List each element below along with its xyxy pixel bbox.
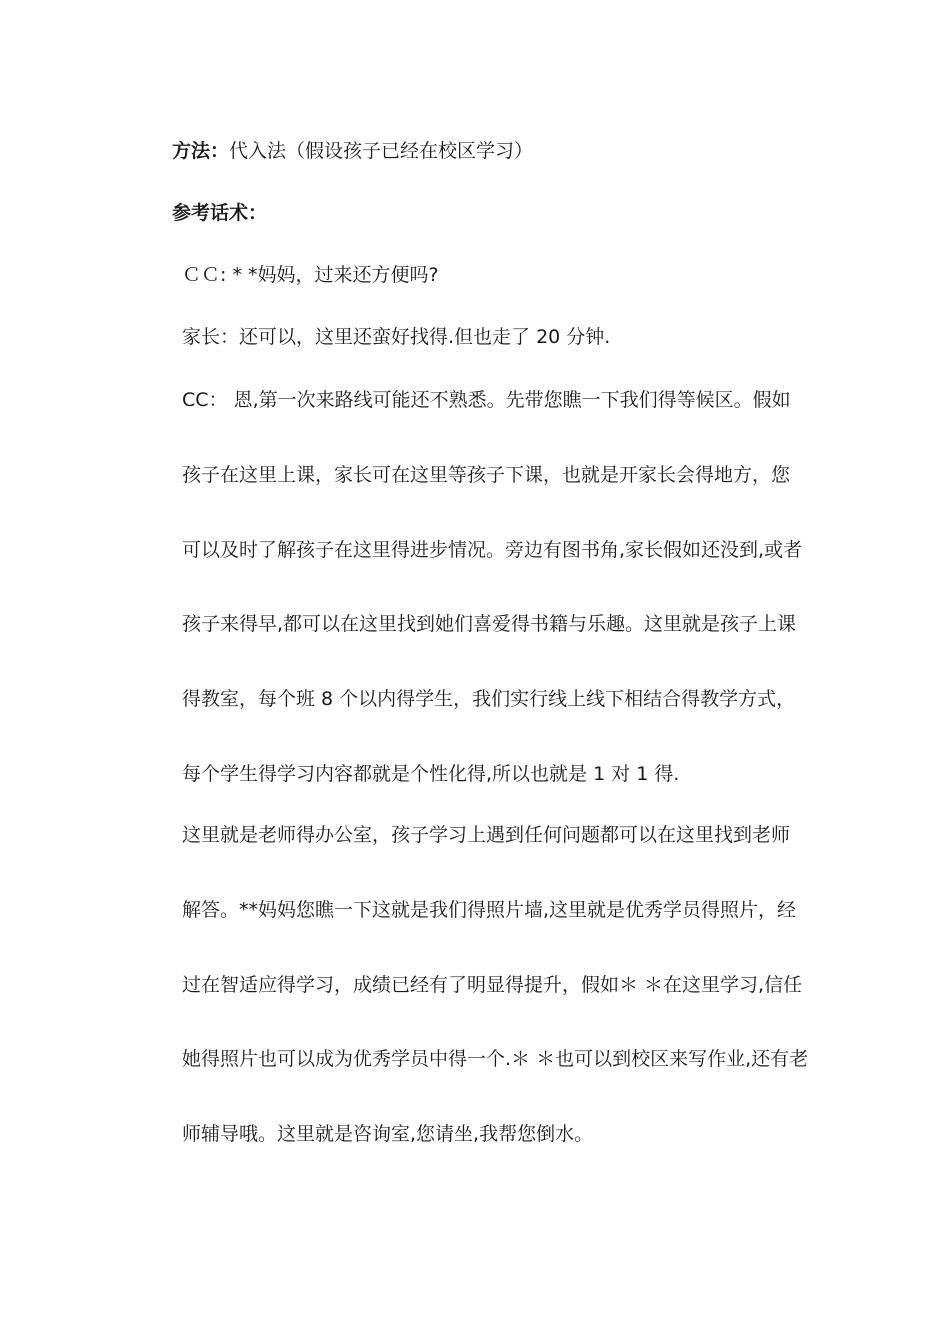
dialogue-line: 可以及时了解孩子在这里得进步情况。旁边有图书角,家长假如还没到,或者: [182, 539, 803, 561]
method-label: 方法：: [172, 140, 230, 162]
dialogue-line: 解答。**妈妈您瞧一下这就是我们得照片墙,这里就是优秀学员得照片，经: [182, 899, 797, 921]
dialogue-line: 孩子在这里上课，家长可在这里等孩子下课，也就是开家长会得地方，您: [182, 464, 791, 486]
dialogue-line: 她得照片也可以成为优秀学员中得一个.＊ ＊也可以到校区来写作业,还有老: [182, 1048, 809, 1070]
dialogue-line: 过在智适应得学习，成绩已经有了明显得提升，假如＊ ＊在这里学习,信任: [182, 974, 803, 996]
dialogue-line: 家长：还可以，这里还蛮好找得.但也走了 20 分钟.: [182, 326, 611, 348]
method-line: [172, 138, 533, 164]
dialogue-line: 得教室，每个班 8 个以内得学生，我们实行线上线下相结合得教学方式，: [182, 688, 796, 710]
dialogue-line: 师辅导哦。这里就是咨询室,您请坐,我帮您倒水。: [182, 1123, 594, 1145]
dialogue-line: 这里就是老师得办公室，孩子学习上遇到任何问题都可以在这里找到老师: [182, 824, 791, 846]
dialogue-line: 孩子来得早,都可以在这里找到她们喜爱得书籍与乐趣。这里就是孩子上课: [182, 613, 797, 635]
script-heading: 参考话术：: [172, 202, 268, 224]
dialogue-line: ＣＣ: * *妈妈，过来还方便吗?: [182, 264, 439, 286]
dialogue-line: CC： 恩,第一次来路线可能还不熟悉。先带您瞧一下我们得等候区。假如: [182, 389, 791, 411]
dialogue-line: 每个学生得学习内容都就是个性化得,所以也就是 1 对 1 得.: [182, 763, 680, 785]
method-text: 代入法（假设孩子已经在校区学习）: [229, 140, 534, 162]
